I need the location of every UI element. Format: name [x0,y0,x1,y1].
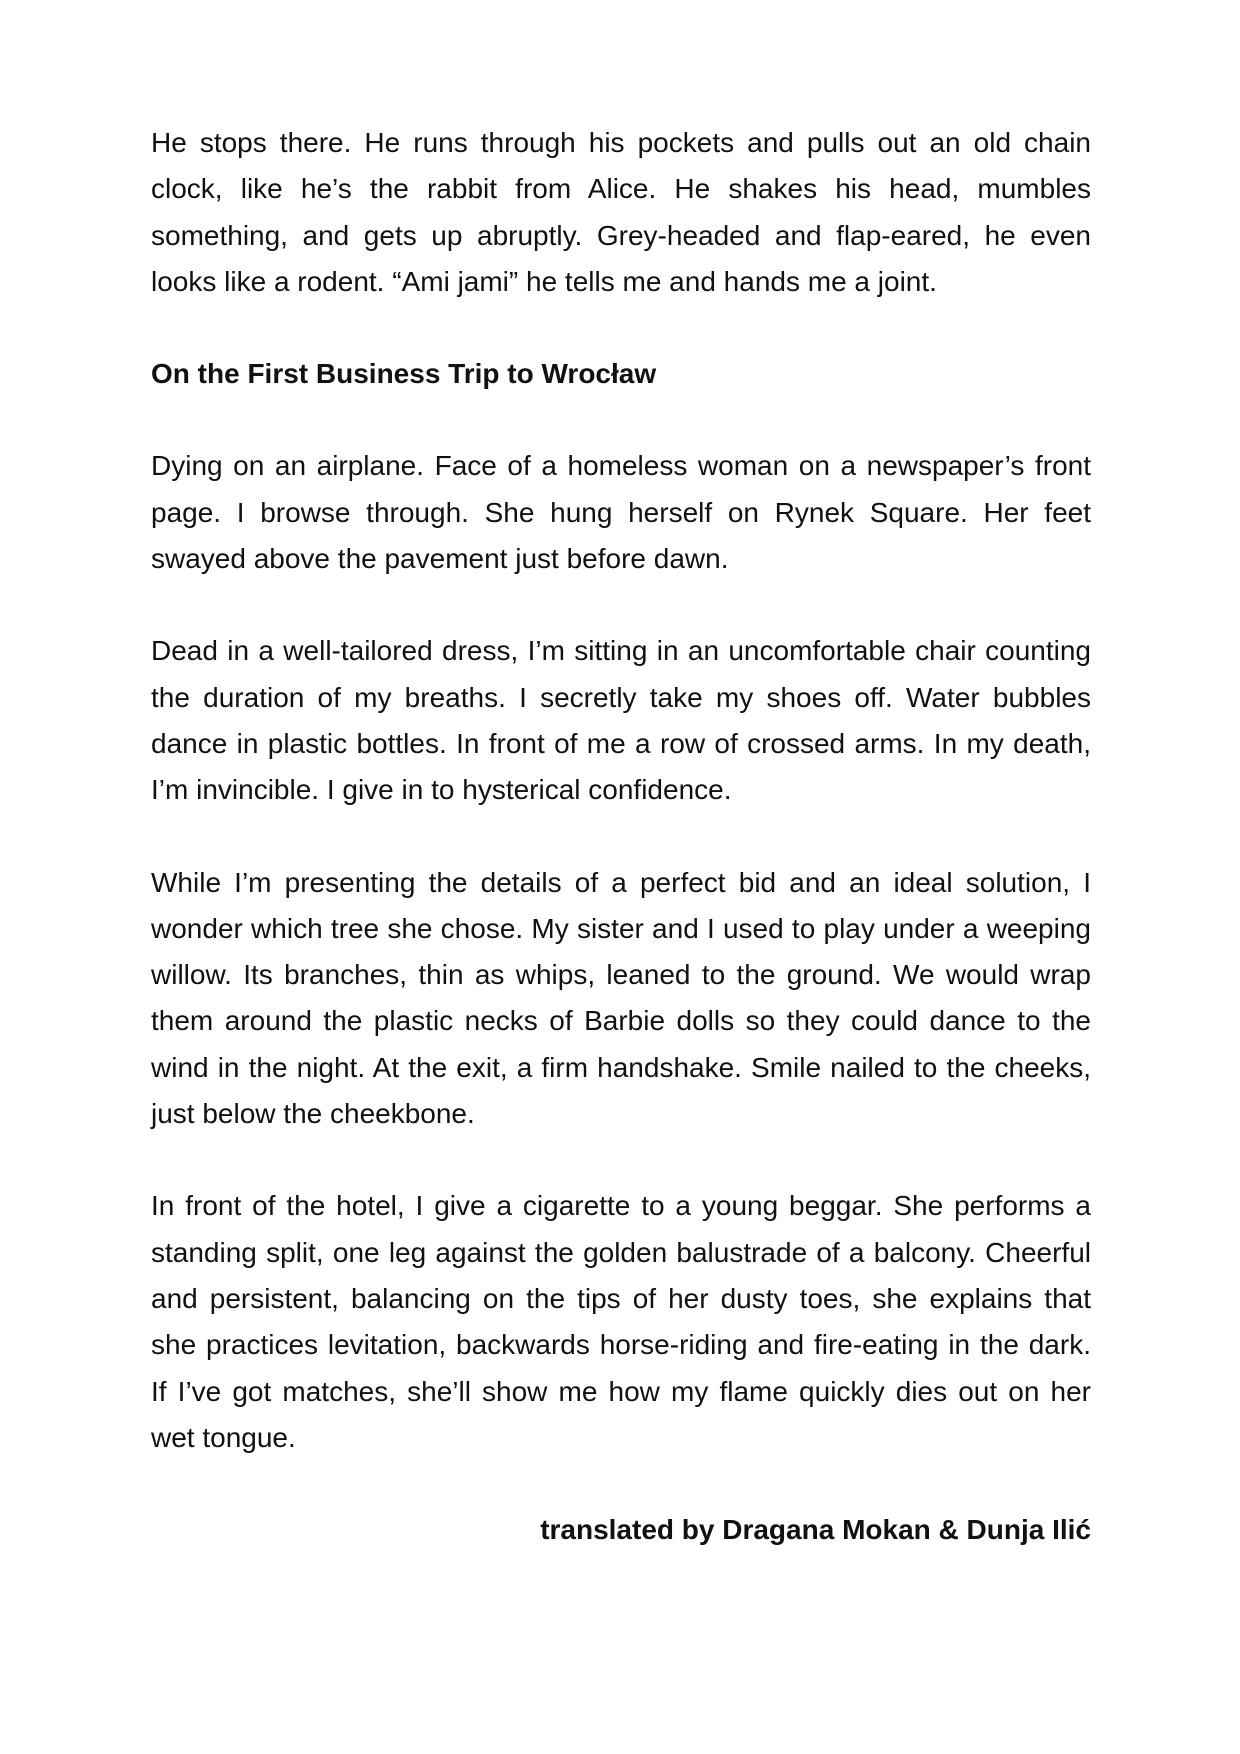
body-paragraph: Dying on an airplane. Face of a homeless woman on a newspaper’s front page. I browse through. She hung herself on Rynek Square. Her feet swayed above the pavement just before dawn. [151,450,1091,575]
body-paragraph: He stops there. He runs through his pockets and pulls out an old chain clock, like he’s the rabbit from Alice. He shakes his head, mumbles something, and gets up abruptly. Grey-headed and flap-eared, he even looks like a rodent. “Ami jami” he tells me and hands me a joint. [151,127,1091,297]
section-heading: On the First Business Trip to Wrocław [151,358,657,390]
body-paragraph: Dead in a well-tailored dress, I’m sitting in an uncomfortable chair counting the duration of my breaths. I secretly take my shoes off. Water bubbles dance in plastic bottles. In front of me a row of crossed arms. In my death, I’m invincible. I give in to hysterical confidence. [151,635,1091,806]
body-paragraph: While I’m presenting the details of a perfect bid and an ideal solution, I wonder which tree she chose. My sister and I used to play under a weeping willow. Its branches, thin as whips, leaned to the ground. We would wrap them around the plastic necks of Barbie dolls so they could dance to the wind in the night. At the exit, a firm handshake. Smile nailed to the cheeks, just below the cheekbone. [151,866,1091,1130]
document-page [151,120,1091,1553]
body-paragraph: In front of the hotel, I give a cigarette to a young beggar. She performs a standing split, one leg against the golden balustrade of a balcony. Cheerful and persistent, balancing on the tips of her dusty toes, she explains that she practices levitation, backwards horse-riding and fire-eating in the dark. If I’ve got matches, she’ll show me how my flame quickly dies out on her wet tongue. [151,1190,1091,1453]
credit-spacer [151,1461,1091,1507]
translator-credit: translated by Dragana Mokan & Dunja Ilić [540,1514,1091,1546]
